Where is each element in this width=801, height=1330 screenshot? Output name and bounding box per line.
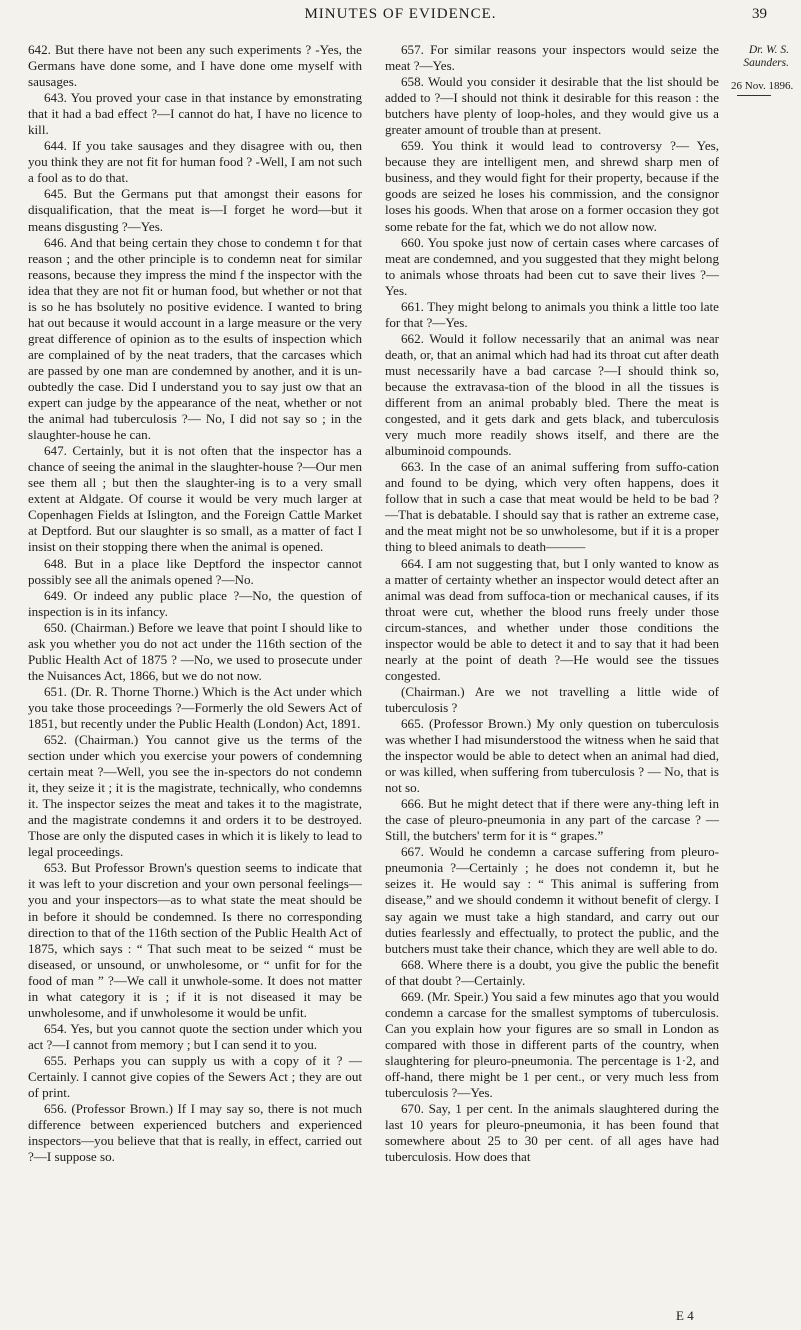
paragraph: 668. Where there is a doubt, you give the public the benefit of that doubt ?—Certainly. <box>385 956 719 988</box>
hearing-date: 26 Nov. 1896. <box>731 80 794 92</box>
left-column <box>28 42 362 1165</box>
witness-name: Dr. W. S. Saunders. <box>743 44 789 69</box>
signature-mark: E 4 <box>676 1308 694 1323</box>
running-header <box>0 6 801 30</box>
paragraph: 653. But Professor Brown's question seems to indicate that it was left to your discretion and your own personal feelings—you and your inspectors—as to what state the meat should be in before it should be condemned. Is there no corresponding direction to that of the 116th section of the Public Health Act of 1875, which says : “ That such meat to be seized “ must be diseased, or unsound, or unwholesome, or “ unfit for for the food of man ” ?—We call it unwhole-some. It does not matter in what category it is ; if it is not diseased it may be unwholesome, and if unwholesome it would be unfit. <box>28 860 362 1020</box>
paragraph: 656. (Professor Brown.) If I may say so, there is not much difference between experienced butchers and experienced inspectors—you believe that that is really, in effect, carried out ?—I suppose so. <box>28 1101 362 1165</box>
paragraph: 651. (Dr. R. Thorne Thorne.) Which is the Act under which you take those proceedings ?—Formerly the old Sewers Act of 1851, but recently under the Public Health (London) Act, 1891. <box>28 683 362 731</box>
page-number: 39 <box>752 6 767 22</box>
paragraph: 652. (Chairman.) You cannot give us the terms of the section under which you exercise your powers of condemning certain meat ?—Well, you see the in-spectors do not condemn it, they seize it ; it is the magistrate, technically, who condemns it. The inspector seizes the meat and takes it to the magistrate, and the magistrate condemns it and orders it to be destroyed. Those are only the disputed cases in which it is likely to lead to legal proceedings. <box>28 732 362 860</box>
paragraph: 665. (Professor Brown.) My only question on tuberculosis was whether I had misunderstood the witness when he said that the inspector would be able to detect when an animal had died, or was killed, when suffering from tuberculosis ? — No, that is not so. <box>385 715 719 796</box>
paragraph: 657. For similar reasons your inspectors would seize the meat ?—Yes. <box>385 42 719 74</box>
paragraph: 642. But there have not been any such experiments ? -Yes, the Germans have done some, and I have done ome myself with sausages. <box>28 42 362 90</box>
paragraph: 645. But the Germans put that amongst their easons for disqualification, that the meat is—I forget he word—but it means disgusting ?—Yes. <box>28 186 362 234</box>
paragraph: (Chairman.) Are we not travelling a little wide of tuberculosis ? <box>385 683 719 715</box>
divider <box>737 95 771 96</box>
paragraph: 660. You spoke just now of certain cases where carcases of meat are condemned, and you suggested that they might belong to animals whose throats had been cut to save their lives ?—Yes. <box>385 234 719 298</box>
paragraph: 655. Perhaps you can supply us with a copy of it ? —Certainly. I cannot give copies of the Sewers Act ; they are out of print. <box>28 1052 362 1101</box>
paragraph: 646. And that being certain they chose to condemn t for that reason ; and the other principle is to condemn neat for similar reasons, because they impress the mind f the inspector with the idea that they are not fit or human food, but whether or not that is so he has bsolutely no positive evidence. I wanted to bring hat out because it would account in a large measure or the very great difference of opinion as to the esults of inspection which are complained of by the neat traders, that the carcases which are passed by one man are condemned by another, and it is un-oubtedly the case. Did I understand you to say just ow that an expert can judge by the appearance of the neat, whether or not the animal had tuberculosis ?— No, I did not say so ; in the slaughter-house he can. <box>28 234 362 443</box>
page-title: MINUTES OF EVIDENCE. <box>304 6 497 22</box>
paragraph: 654. Yes, but you cannot quote the section under which you act ?—I cannot from memory ; but I can send it to you. <box>28 1020 362 1052</box>
paragraph: 669. (Mr. Speir.) You said a few minutes ago that you would condemn a carcase for the smallest symptoms of tuberculosis. Can you explain how your figures are so small in London as compared with those in different parts of the country, when slaughtering for pleuro-pneumonia. The percentage is 1·2, and off-hand, there might be 1 per cent., or very much less from tuberculosis ?—Yes. <box>385 988 719 1101</box>
margin-note <box>727 44 797 96</box>
paragraph: 643. You proved your case in that instance by emonstrating that it had a bad effect ?—I cannot do hat, I have no licence to kill. <box>28 90 362 138</box>
right-column <box>385 42 719 1165</box>
paragraph: 650. (Chairman.) Before we leave that point I should like to ask you whether you do not act under the 116th section of the Public Health Act of 1875 ? —No, we used to prosecute under the Nuisances Act, 1866, but we do not now. <box>28 619 362 683</box>
paragraph: 647. Certainly, but it is not often that the inspector has a chance of seeing the animal in the slaughter-house ?—Our men see them all ; but then the slaughter-ing is to a very small extent at Aldgate. Of course it would be very much larger at Copenhagen Fields at Islington, and the Foreign Cattle Market at Deptford. But our slaughter is so small, as a matter of fact I insist on their stopping there when the animal is opened. <box>28 443 362 555</box>
paragraph: 659. You think it would lead to controversy ?— Yes, because they are intelligent men, and shrewd sharp men of business, and they would fight for their property, because if the goods are seized he loses his commission, and the consignor loses his goods. When that arose on a former occasion they got some rebate for the fat, which we do not allow now. <box>385 138 719 234</box>
paragraph: 670. Say, 1 per cent. In the animals slaughtered during the last 10 years for pleuro-pneumonia, it has been found that somewhere about 25 to 30 per cent. of all ages have had tuberculosis. How does that <box>385 1101 719 1165</box>
paragraph: 644. If you take sausages and they disagree with ou, then you think they are not fit for human food ? -Well, I am not such a fool as to do that. <box>28 138 362 186</box>
paragraph: 662. Would it follow necessarily that an animal was near death, or, that an animal which had had its throat cut after death must necessarily have a bad carcase ?—I should think so, because the extravasa-tion of the blood in all the tissues is different from an animal probably bled. There the meat is congested, and it gets dark and gets black, and tuberculosis very much more readily shows itself, and there are the albuminoid compounds. <box>385 330 719 459</box>
paragraph: 664. I am not suggesting that, but I only wanted to know as a matter of certainty whether an inspector would detect after an animal was dead from suffoca-tion or mechanical causes, if its throat were cut, whether the blood runs freely under those circum-stances, and whether under those conditions the inspector would be able to detect it and to say that it had been nearly at the point of death ?—He would see the tissues congested. <box>385 555 719 683</box>
paragraph: 666. But he might detect that if there were any-thing left in the case of pleuro-pneumonia in any part of the carcase ? — Still, the butchers' term for it is “ grapes.” <box>385 796 719 844</box>
paragraph: 667. Would he condemn a carcase suffering from pleuro-pneumonia ?—Certainly ; he does not condemn it, but he seizes it. He would say : “ This animal is suffering from disease,” and we should condemn it without benefit of clergy. I say again we must take a high standard, and carry out our duties fearlessly and effectually, to protect the public, and the butchers must take their chance, which they are well able to do. <box>385 844 719 956</box>
paragraph: 648. But in a place like Deptford the inspector cannot possibly see all the animals opened ?—No. <box>28 555 362 587</box>
paragraph: 663. In the case of an animal suffering from suffo-cation and found to be dying, which very often happens, does it follow that in such a case that meat would be held to be bad ?—That is debatable. I should say that is rather an extreme case, and the meat might not be so unwholesome, but if it is a proper thing to bleed animals to death——— <box>385 459 719 555</box>
paragraph: 661. They might belong to animals you think a little too late for that ?—Yes. <box>385 298 719 330</box>
paragraph: 658. Would you consider it desirable that the list should be added to ?—I should not think it desirable for this reason : the butchers have plenty of loop-holes, and they would give us a greater amount of trouble than at present. <box>385 74 719 138</box>
paragraph: 649. Or indeed any public place ?—No, the question of inspection is in its infancy. <box>28 587 362 619</box>
